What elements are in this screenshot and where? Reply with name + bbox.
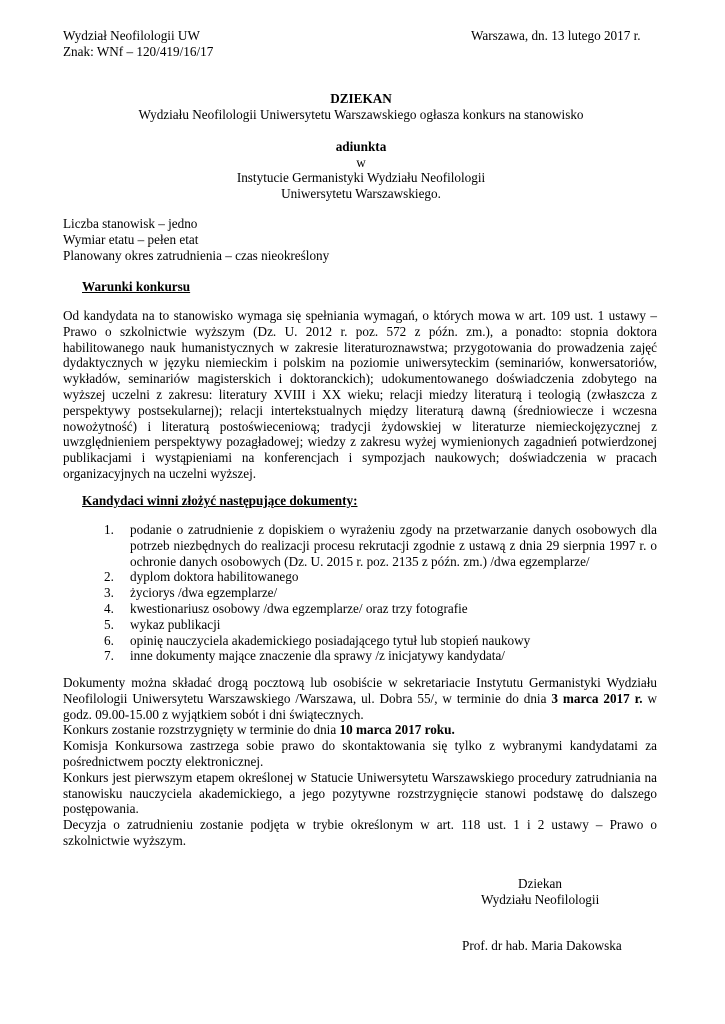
resolution-paragraph (63, 722, 657, 738)
letterhead (63, 28, 213, 60)
list-item-text: kwestionariusz osobowy /dwa egzemplarze/ oraz trzy fotografie (130, 600, 468, 616)
list-item-text: życiorys /dwa egzemplarze/ (130, 585, 278, 601)
conditions-heading: Warunki konkursu (82, 279, 191, 294)
signature-faculty: Wydziału Neofilologii (481, 892, 600, 907)
list-item (104, 585, 657, 601)
list-item (104, 648, 657, 664)
faculty-name: Wydział Neofilologii UW (63, 28, 200, 43)
preposition: w (356, 155, 366, 170)
submission-hours: w godz. 09.00-15.00 z wyjątkiem sobót i dni świątecznych. (63, 690, 657, 722)
list-number: 2. (104, 569, 114, 585)
university-name: Uniwersytetu Warszawskiego. (281, 186, 441, 201)
documents-list (104, 522, 657, 664)
list-item (104, 617, 657, 633)
list-number: 1. (104, 522, 114, 537)
list-item (104, 601, 657, 617)
list-item-text: inne dokumenty mające znaczenie dla sprawy /z inicjatywy kandydata/ (130, 648, 505, 664)
list-number: 3. (104, 585, 114, 601)
position-title: adiunkta (335, 139, 387, 154)
contact-paragraph: Komisja Konkursowa zastrzega sobie prawo do skontaktowania się tylko z wybranymi kandydatami za pośrednictwem poczty elektronicznej. (63, 738, 657, 769)
list-item-text: wykaz publikacji (130, 616, 221, 632)
list-number: 7. (104, 648, 114, 664)
decision-paragraph: Decyzja o zatrudnieniu zostanie podjęta w trybie określonym w art. 118 ust. 1 i 2 ustawy – Prawo o szkolnictwie wyższym. (63, 817, 657, 848)
reference-number: Znak: WNf – 120/419/16/17 (63, 43, 214, 59)
list-item (104, 569, 657, 585)
resolution-text: Konkurs zostanie rozstrzygnięty w terminie do dnia (63, 722, 340, 738)
place-date: Warszawa, dn. 13 lutego 2017 r. (471, 28, 641, 43)
institute-name: Instytucie Germanistyki Wydziału Neofilologii (236, 170, 486, 185)
documents-heading: Kandydaci winni złożyć następujące dokumenty: (82, 493, 358, 508)
resolution-date: 10 marca 2017 roku. (339, 722, 455, 738)
list-number: 6. (104, 632, 114, 648)
signature-role: Dziekan (518, 876, 562, 891)
first-stage-paragraph: Konkurs jest pierwszym etapem określonej w Statucie Uniwersytetu Warszawskiego procedury zatrudniania na stanowisku nauczyciela akademickiego, a jego pozytywne rozstrzygnięcie stanowi podstawę do dalszego postępowania. (63, 769, 657, 817)
detail-line-count: Liczba stanowisk – jedno (63, 216, 198, 231)
submission-deadline: 3 marca 2017 r. (551, 690, 643, 706)
list-item (104, 633, 657, 649)
submission-paragraph (63, 675, 657, 722)
list-number: 5. (104, 616, 114, 632)
list-item-text: podanie o zatrudnienie z dopiskiem o wyrażeniu zgody na przetwarzanie danych osobowych dla potrzeb niezbędnych do realizacji procesu rekrutacji zgodnie z ustawą z dnia 29 sierpnia 1997 r. o ochronie danych osobowych (Dz. U. 2015 r. poz. 2135 z późn. zm.) /dwa egzemplarze/ (130, 522, 657, 569)
detail-line-workload: Wymiar etatu – pełen etat (63, 231, 199, 247)
conditions-paragraph: Od kandydata na to stanowisko wymaga się spełniania wymagań, o których mowa w art. 109 ust. 1 ustawy – Prawo o szkolnictwie wyższym (Dz. U. 2012 r. poz. 572 z późn. zm.), a ponadto: stopnia doktora habilitowanego nauk humanistycznych w zakresie literaturoznawstwa; przygotowania do prowadzenia zajęć dydaktycznych w języku niemieckim i polskim na poziomie uniwersyteckim (seminariów, konwersatoriów, wykładów, seminariów magisterskich i doktoranckich); udokumentowanego doświadczenia zdobytego na wyższej uczelni z zakresu: literatury XVIII i XX wieku; relacji miedzy literaturą i teologią (zwłaszcza z perspektywy postsekularnej); relacji intertekstualnych między literaturą dawną (średniowiecze i wczesna nowożytność) i literaturą postoświeceniową; tradycji żydowskiej w literaturze niemieckojęzycznej z uwzględnieniem perspektywy pozagładowej; wiedzy z zakresu wyżej wymienionych zagadnień potwierdzonej publikacjami i wystąpieniami na konferencjach i sympozjach naukowych; doświadczenia w pracach organizacyjnych na uczelni wyższej. (63, 308, 657, 481)
closing-section (63, 675, 657, 849)
submission-text: Dokumenty można składać drogą pocztową lub osobiście w sekretariacie Instytutu Germanistyki Wydziału Neofilologii Uniwersytetu Warszawskiego /Warszawa, ul. Dobra 55/, w terminie do dnia (63, 675, 657, 706)
list-item (104, 522, 657, 569)
list-number: 4. (104, 600, 114, 616)
list-item-text: opinię nauczyciela akademickiego posiadającego tytuł lub stopień naukowy (130, 632, 531, 648)
list-item-text: dyplom doktora habilitowanego (130, 569, 299, 585)
signature-name: Prof. dr hab. Maria Dakowska (462, 938, 622, 953)
announcement-line: Wydziału Neofilologii Uniwersytetu Warszawskiego ogłasza konkurs na stanowisko (138, 107, 584, 122)
document-title: DZIEKAN (330, 91, 392, 106)
detail-line-period: Planowany okres zatrudnienia – czas nieokreślony (63, 247, 330, 263)
position-details (63, 216, 329, 263)
